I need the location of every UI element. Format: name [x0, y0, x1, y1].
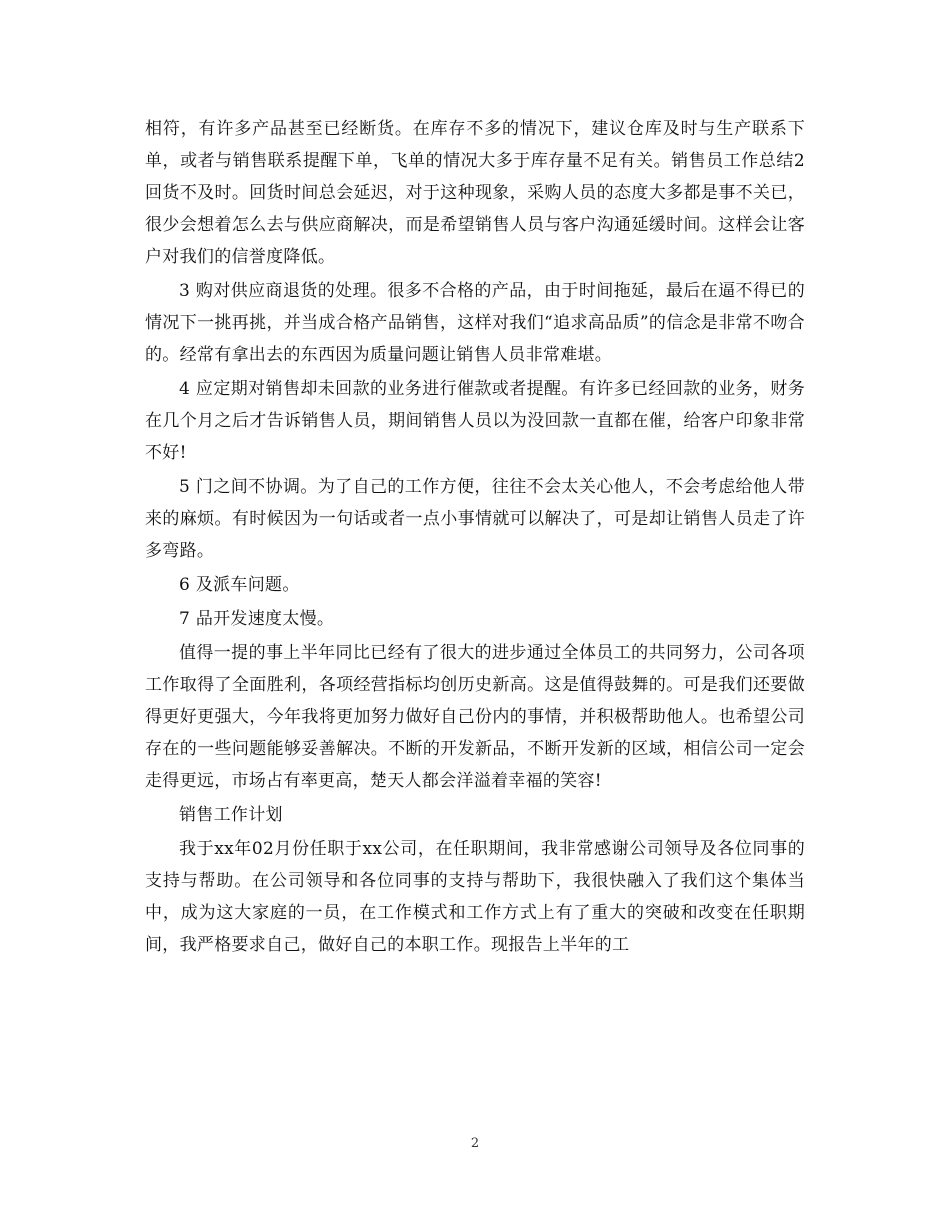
- paragraph-5: 6 及派车问题。: [179, 575, 300, 595]
- paragraph-3: 4 应定期对销售却未回款的业务进行催款或者提醒。有许多已经回款的业务，财务在几个月之后才告诉销售人员，期间销售人员以为没回款一直都在催，给客户印象非常不好!: [145, 379, 805, 463]
- paragraph-7: 值得一提的事上半年同比已经有了很大的进步通过全体员工的共同努力，公司各项工作取得了全面胜利，各项经营指标均创历史新高。这是值得鼓舞的。可是我们还要做得更好更强大，今年我将更加努力做好自己份内的事情，并积极帮助他人。也希望公司存在的一些问题能够妥善解决。不断的开发新品，不断开发新的区域，相信公司一定会走得更远，市场占有率更高，楚天人都会洋溢着幸福的笑容!: [145, 643, 805, 791]
- paragraph-1: 相符，有许多产品甚至已经断货。在库存不多的情况下，建议仓库及时与生产联系下单，或者与销售联系提醒下单，飞单的情况大多于库存量不足有关。销售员工作总结2 回货不及时。回货时间总会延迟，对于这种现象，采购人员的态度大多都是事不关已，很少会想着怎么去与供应商解决，而是希望销售人员与客户沟通延缓时间。这样会让客户对我们的信誉度降低。: [145, 119, 805, 267]
- paragraph-4: 5 门之间不协调。为了自己的工作方便，往往不会太关心他人，不会考虑给他人带来的麻烦。有时候因为一句话或者一点小事情就可以解决了，可是却让销售人员走了许多弯路。: [145, 477, 805, 561]
- paragraph-2: 3 购对供应商退货的处理。很多不合格的产品，由于时间拖延，最后在逼不得已的情况下一挑再挑，并当成合格产品销售，这样对我们“追求高品质”的信念是非常不吻合的。经常有拿出去的东西因为质量问题让销售人员非常难堪。: [145, 281, 805, 365]
- paragraph-8: 我于xx年02月份任职于xx公司，在任职期间，我非常感谢公司领导及各位同事的支持与帮助。在公司领导和各位同事的支持与帮助下，我很快融入了我们这个集体当中，成为这大家庭的一员，在工作模式和工作方式上有了重大的突破和改变在任职期间，我严格要求自己，做好自己的本职工作。现报告上半年的工: [145, 839, 805, 955]
- paragraph-6: 7 品开发速度太慢。: [179, 609, 335, 629]
- section-heading: 销售工作计划: [179, 805, 283, 825]
- document-body: [145, 113, 805, 963]
- page-number: 2: [470, 1136, 480, 1151]
